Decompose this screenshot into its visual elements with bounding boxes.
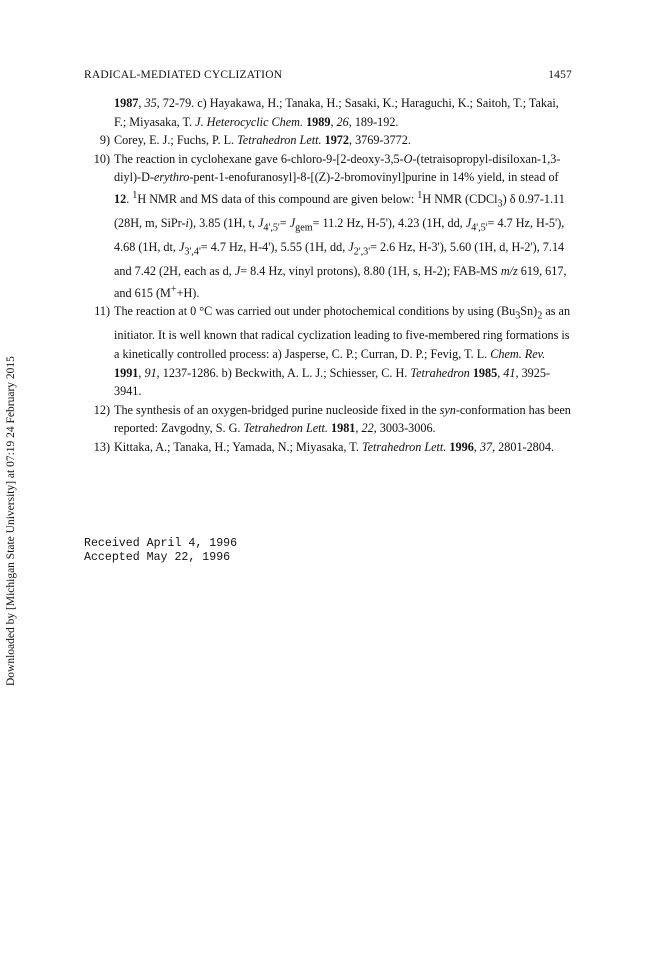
reference-number: 9)	[99, 133, 110, 148]
received-date: Received April 4, 1996	[84, 537, 238, 550]
page-number: 1457	[548, 69, 572, 81]
reference-text: The reaction in cyclohexane gave 6-chloro-9-[2-deoxy-3,5-O-(tetraisopropyl-disiloxan-1,3-diyl)-D-erythro-pent-1-enofuranosyl]-8-[(Z)-2-bromovinyl]purine in 14% yield, in stead of 12. $^1$H NMR and MS data of this compound are given below: $^1$H NMR (CDCl$_3$) δ 0.97-1.11 (28H, m, SiPr-i), 3.85 (1H, t, $J_{4',5'}= J_{gem}= 11.2$ Hz, H-5'), 4.23 (1H, dd, $J_{4',5'}= 4.7$ Hz, H-5'), 4.68 (1H, dt, $J_{3',4'}= 4.7$ Hz, H-4'), 5.55 (1H, dd, $J_{2',3'}= 2.6$ Hz, H-3'), 5.60 (1H, d, H-2'), 7.14 and 7.42 (2H, each as d, J= 8.4 Hz, vinyl protons), 8.80 (1H, s, H-2); FAB-MS m/z 619, 617, and 615 (M++H).	[114, 151, 567, 300]
reference-number: 10)	[93, 151, 110, 166]
received-accepted-dates	[84, 537, 237, 565]
reference-number: 13)	[93, 439, 110, 454]
reference-item	[84, 302, 574, 400]
reference-text: The reaction at 0 °C was carried out under photochemical conditions by using $(Bu_3Sn)_2$ as an initiator. It is well known that radical cyclization leading to five-membered ring formations is a kinetically controlled process: a) Jasperse, C. P.; Curran, D. P.; Fevig, T. L. Chem. Rev. 1991, 91, 1237-1286. b) Beckwith, A. L. J.; Schiesser, C. H. Tetrahedron 1985, 41, 3925-3941.	[114, 304, 571, 399]
reference-item	[84, 131, 574, 150]
reference-item	[84, 94, 574, 131]
reference-text: Kittaka, A.; Tanaka, H.; Yamada, N.; Miyasaka, T. Tetrahedron Lett. 1996, 37, 2801-2804.	[114, 439, 555, 454]
running-title: RADICAL-MEDIATED CYCLIZATION	[84, 69, 283, 81]
reference-number: 11)	[94, 304, 110, 319]
reference-item	[84, 150, 574, 303]
download-watermark-text: Downloaded by [Michigan State University] at 07:19 24 February 2015	[5, 356, 17, 686]
reference-number: 12)	[93, 402, 110, 417]
reference-text: Corey, E. J.; Fuchs, P. L. Tetrahedron Lett. 1972, 3769-3772.	[114, 133, 411, 148]
reference-text: 1987, 35, 72-79. c) Hayakawa, H.; Tanaka, H.; Sasaki, K.; Haraguchi, K.; Saitoh, T.; Takai, F.; Miyasaka, T. J. Heterocyclic Chem. 1989, 26, 189-192.	[114, 96, 559, 129]
reference-item	[84, 438, 574, 457]
reference-item	[84, 401, 574, 438]
download-watermark	[3, 290, 19, 690]
reference-text: The synthesis of an oxygen-bridged purine nucleoside fixed in the syn-conformation has been reported: Zavgodny, S. G. Tetrahedron Lett. 1981, 22, 3003-3006.	[114, 402, 571, 436]
accepted-date: Accepted May 22, 1996	[84, 551, 231, 564]
reference-list	[84, 94, 574, 457]
